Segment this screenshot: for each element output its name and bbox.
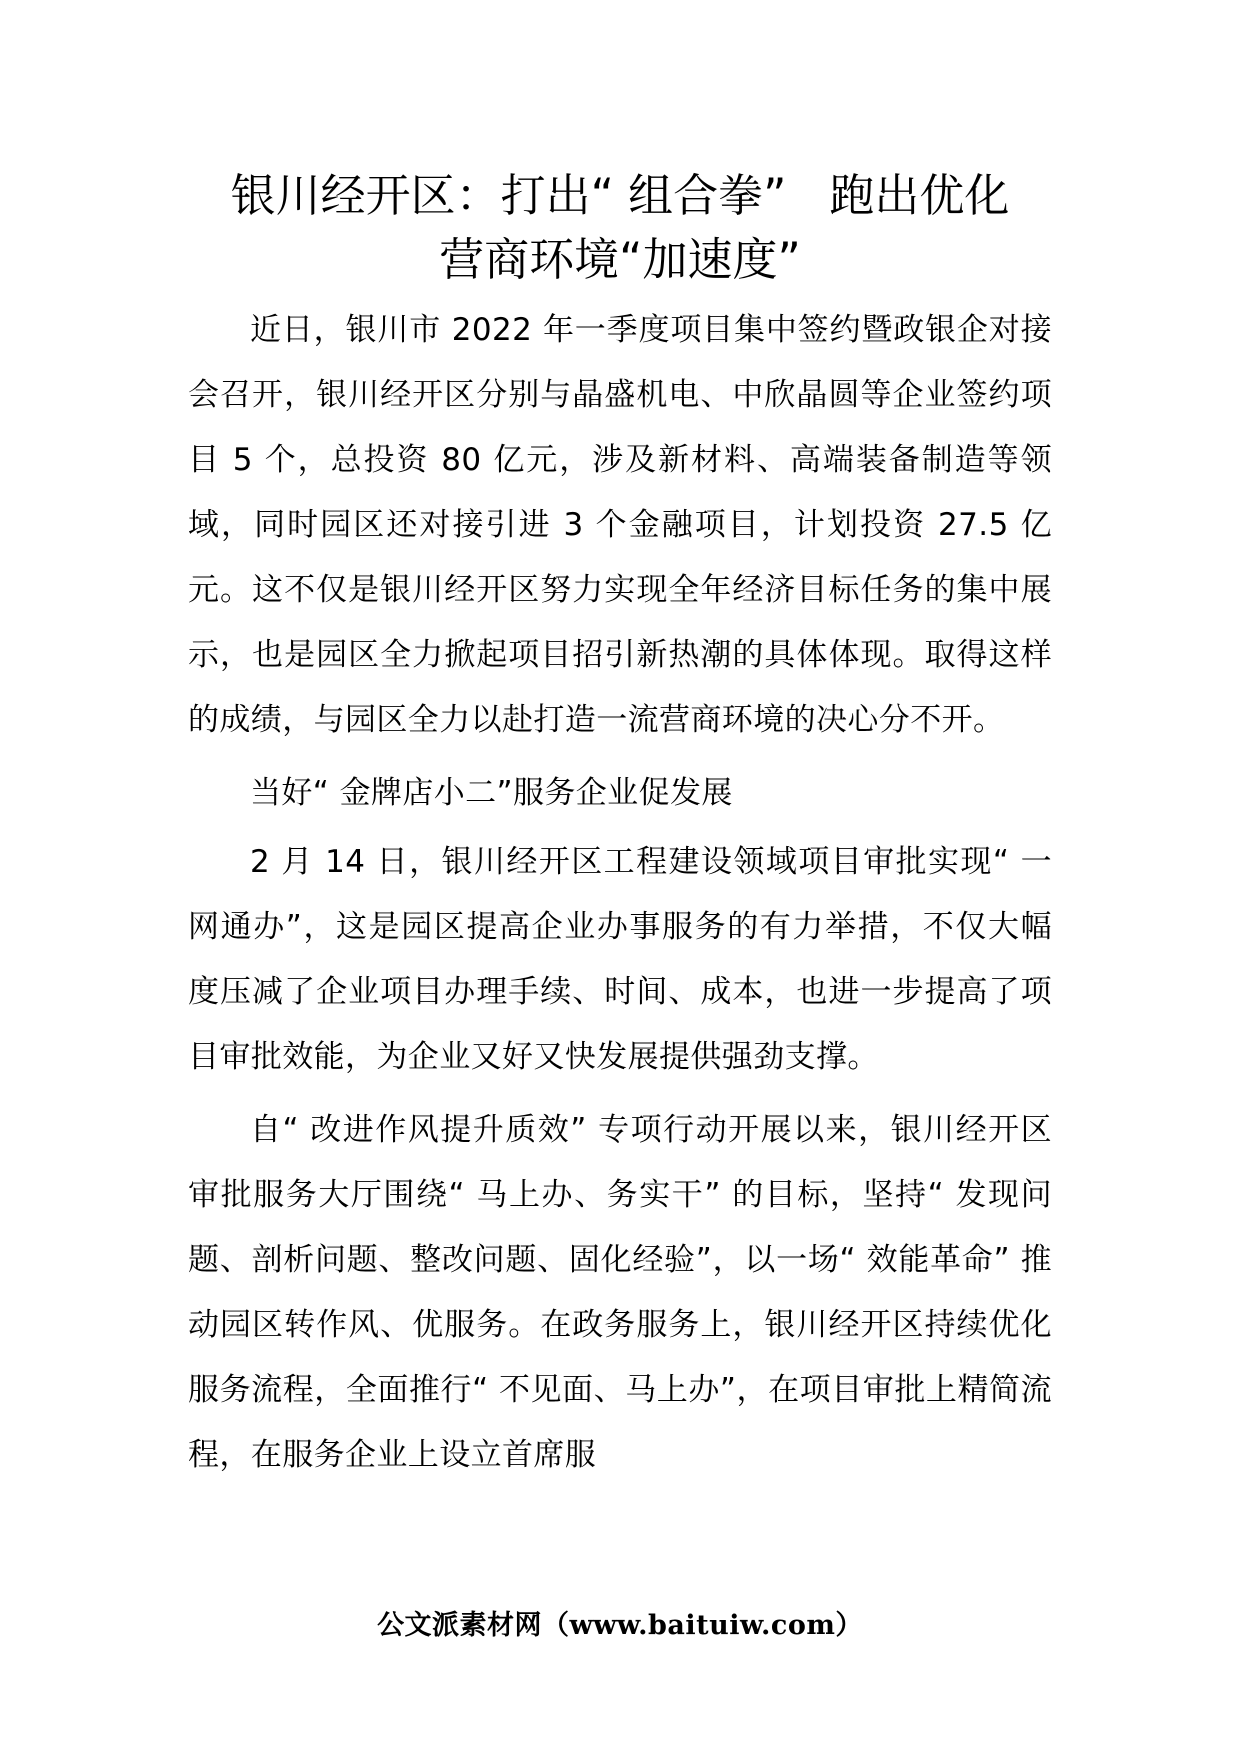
section-heading: 当好“ 金牌店小二”服务企业促发展 [250, 775, 733, 811]
paragraph-one-network: 2 月 14 日，银川经开区工程建设领域项目审批实现“ 一网通办”，这是园区提高企业办事服务的有力举措，不仅大幅度压减了企业项目办理手续、时间、成本，也进一步提高了项目审批效能，为企业又好又快发展提供强劲支撑。 [188, 844, 1052, 1075]
title-line-1: 银川经开区：打出“ 组合拳” 跑出优化 [230, 169, 1010, 222]
footer-watermark: 公文派素材网（www.baituiw.com） [377, 1610, 863, 1641]
document-body [188, 298, 1052, 1492]
paragraph-intro: 近日，银川市 2022 年一季度项目集中签约暨政银企对接会召开，银川经开区分别与晶盛机电、中欣晶圆等企业签约项目 5 个，总投资 80 亿元，涉及新材料、高端装备制造等领域，同时园区还对接引进 3 个金融项目，计划投资 27.5 亿元。这不仅是银川经开区努力实现全年经济目标任务的集中展示，也是园区全力掀起项目招引新热潮的具体体现。取得这样的成绩，与园区全力以赴打造一流营商环境的决心分不开。 [188, 312, 1052, 738]
paragraph-work-style: 自“ 改进作风提升质效” 专项行动开展以来，银川经开区审批服务大厅围绕“ 马上办、务实干” 的目标，坚持“ 发现问题、剖析问题、整改问题、固化经验”，以一场“ 效能革命” 推动园区转作风、优服务。在政务服务上，银川经开区持续优化服务流程，全面推行“ 不见面、马上办”，在项目审批上精简流程，在服务企业上设立首席服 [188, 1112, 1052, 1473]
document-title [170, 164, 1070, 292]
title-line-2: 营商环境“加速度” [439, 233, 801, 286]
